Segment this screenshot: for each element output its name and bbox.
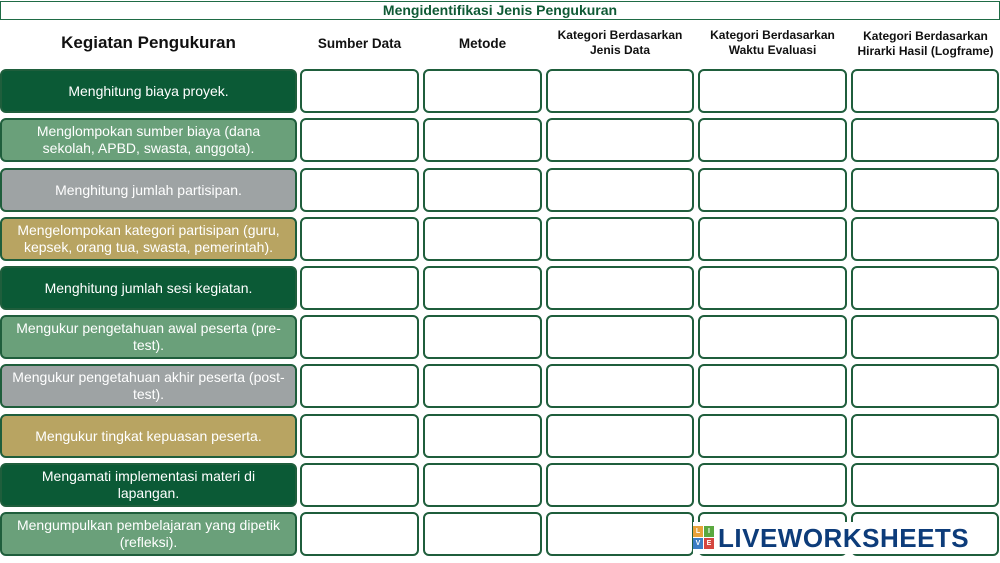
answer-box-method[interactable]	[423, 118, 542, 162]
answer-box-eval-time[interactable]	[698, 69, 847, 113]
logo-text: LIVEWORKSHEETS	[718, 522, 970, 553]
answer-box-logframe[interactable]	[851, 168, 999, 212]
answer-box-source[interactable]	[300, 512, 419, 556]
answer-box-logframe[interactable]	[851, 463, 999, 507]
answer-box-logframe[interactable]	[851, 69, 999, 113]
answer-box-logframe[interactable]	[851, 414, 999, 458]
answer-box-eval-time[interactable]	[698, 463, 847, 507]
answer-box-logframe[interactable]	[851, 118, 999, 162]
answer-box-source[interactable]	[300, 69, 419, 113]
activity-card: Mengukur pengetahuan awal peserta (pre-test).	[0, 315, 297, 359]
answer-box-source[interactable]	[300, 118, 419, 162]
answer-box-data-type[interactable]	[546, 315, 694, 359]
answer-box-method[interactable]	[423, 512, 542, 556]
answer-box-data-type[interactable]	[546, 266, 694, 310]
answer-box-method[interactable]	[423, 217, 542, 261]
header-activity: Kegiatan Pengukuran	[61, 33, 236, 52]
activity-card: Mengukur pengetahuan akhir peserta (post-test).	[0, 364, 297, 408]
answer-box-eval-time[interactable]	[698, 414, 847, 458]
logo-badge-icon: L I V E	[693, 526, 715, 550]
answer-box-eval-time[interactable]	[698, 266, 847, 310]
answer-box-source[interactable]	[300, 364, 419, 408]
answer-box-eval-time[interactable]	[698, 217, 847, 261]
answer-box-eval-time[interactable]	[698, 168, 847, 212]
answer-box-source[interactable]	[300, 463, 419, 507]
answer-box-data-type[interactable]	[546, 364, 694, 408]
answer-box-eval-time[interactable]	[698, 315, 847, 359]
header-source: Sumber Data	[317, 35, 402, 51]
answer-box-data-type[interactable]	[546, 512, 694, 556]
activity-card: Mengumpulkan pembelajaran yang dipetik (refleksi).	[0, 512, 297, 556]
answer-box-method[interactable]	[423, 168, 542, 212]
answer-box-source[interactable]	[300, 266, 419, 310]
answer-box-source[interactable]	[300, 414, 419, 458]
activity-card: Menglompokan sumber biaya (dana sekolah, APBD, swasta, anggota).	[0, 118, 297, 162]
answer-box-data-type[interactable]	[546, 69, 694, 113]
activity-card: Menghitung jumlah sesi kegiatan.	[0, 266, 297, 310]
answer-box-method[interactable]	[423, 463, 542, 507]
answer-box-method[interactable]	[423, 69, 542, 113]
worksheet-title: Mengidentifikasi Jenis Pengukuran	[0, 1, 1000, 20]
header-eval-time: Kategori Berdasarkan Waktu Evaluasi	[710, 28, 835, 57]
activity-card: Menghitung jumlah partisipan.	[0, 168, 297, 212]
header-method: Metode	[458, 35, 507, 51]
answer-box-data-type[interactable]	[546, 168, 694, 212]
answer-box-logframe[interactable]	[851, 364, 999, 408]
header-data-type: Kategori Berdasarkan Jenis Data	[557, 28, 683, 57]
answer-box-method[interactable]	[423, 266, 542, 310]
activity-card: Menghitung biaya proyek.	[0, 69, 297, 113]
answer-box-method[interactable]	[423, 315, 542, 359]
answer-box-source[interactable]	[300, 315, 419, 359]
answer-box-data-type[interactable]	[546, 217, 694, 261]
header-logframe: Kategori Berdasarkan Hirarki Hasil (Logframe)	[857, 29, 994, 58]
activity-card: Mengelompokan kategori partisipan (guru, kepsek, orang tua, swasta, pemerintah).	[0, 217, 297, 261]
answer-box-data-type[interactable]	[546, 463, 694, 507]
answer-box-method[interactable]	[423, 364, 542, 408]
answer-box-logframe[interactable]	[851, 315, 999, 359]
answer-box-data-type[interactable]	[546, 414, 694, 458]
answer-box-source[interactable]	[300, 217, 419, 261]
liveworksheets-logo	[693, 522, 973, 554]
answer-box-logframe[interactable]	[851, 266, 999, 310]
activity-card: Mengukur tingkat kepuasan peserta.	[0, 414, 297, 458]
answer-box-method[interactable]	[423, 414, 542, 458]
answer-box-eval-time[interactable]	[698, 364, 847, 408]
answer-box-logframe[interactable]	[851, 217, 999, 261]
answer-box-data-type[interactable]	[546, 118, 694, 162]
answer-box-source[interactable]	[300, 168, 419, 212]
activity-card: Mengamati implementasi materi di lapangan.	[0, 463, 297, 507]
answer-box-eval-time[interactable]	[698, 118, 847, 162]
